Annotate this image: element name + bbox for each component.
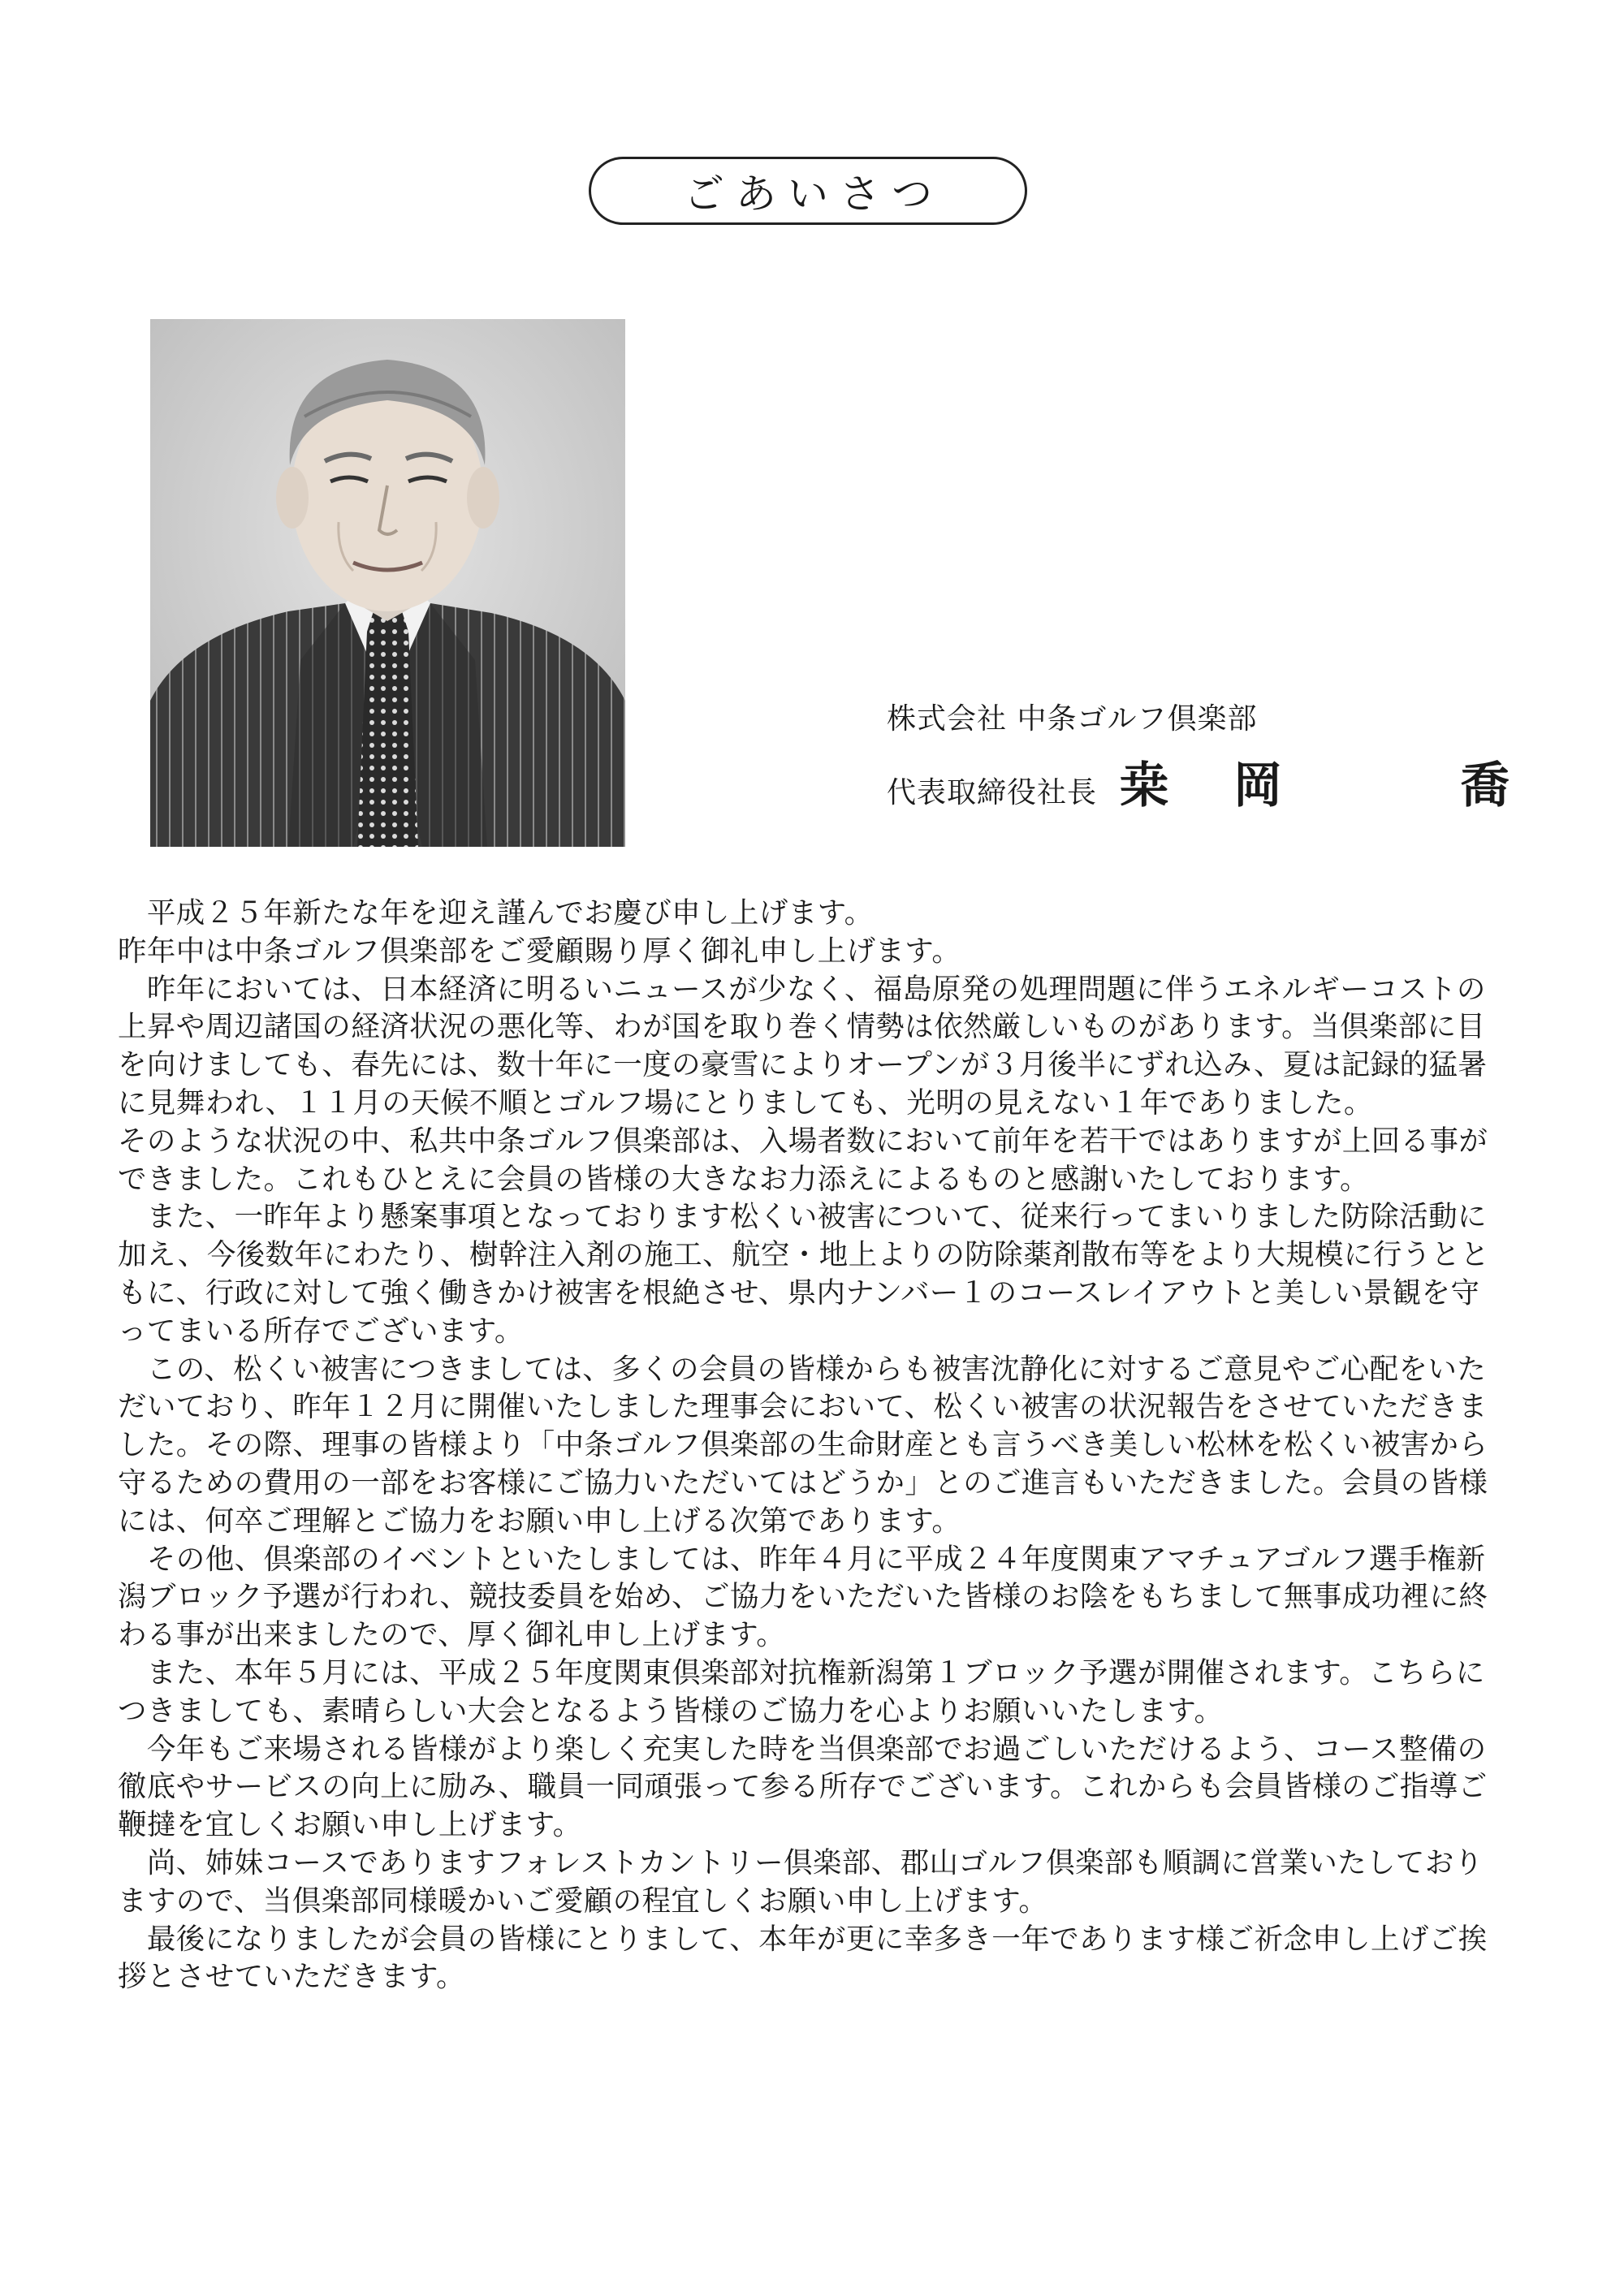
signer-name: 桒 岡 喬: [1120, 757, 1518, 814]
paragraph: 昨年においては、日本経済に明るいニュースが少なく、福島原発の処理問題に伴うエネルギーコストの上昇や周辺諸国の経済状況の悪化等、わが国を取り巻く情勢は依然厳しいものがあります。当倶楽部に目を向けましても、春先には、数十年に一度の豪雪によりオープンが３月後半にずれ込み、夏は記録的猛暑に見舞われ、１１月の天候不順とゴルフ場にとりましても、光明の見えない１年でありました。: [118, 972, 1488, 1120]
paragraph: 最後になりましたが会員の皆様にとりまして、本年が更に幸多き一年であります様ご祈念申し上げご挨拶とさせていただきます。: [118, 1922, 1488, 1994]
paragraph: 昨年中は中条ゴルフ倶楽部をご愛顧賜り厚く御礼申し上げます。: [118, 934, 961, 968]
paragraph: 尚、姉妹コースでありますフォレストカントリー倶楽部、郡山ゴルフ倶楽部も順調に営業いたしておりますので、当倶楽部同様暖かいご愛顧の程宜しくお願い申し上げます。: [118, 1845, 1484, 1918]
paragraph: また、一昨年より懸案事項となっております松くい被害について、従来行ってまいりました防除活動に加え、今後数年にわたり、樹幹注入剤の施工、航空・地上よりの防除薬剤散布等をより大規模に行うとともに、行政に対して強く働きかけ被害を根絶させ、県内ナンバー１のコースレイアウトと美しい景観を守ってまいる所存でございます。: [118, 1200, 1490, 1348]
signature-title-line: [887, 747, 1536, 817]
paragraph: 今年もご来場される皆様がより楽しく充実した時を当倶楽部でお過ごしいただけるよう、コース整備の徹底やサービスの向上に励み、職員一同頑張って参る所存でございます。これからも会員皆様のご指導ご鞭撻を宜しくお願い申し上げます。: [118, 1732, 1488, 1842]
paragraph: そのような状況の中、私共中条ゴルフ倶楽部は、入場者数において前年を若干ではありますが上回る事ができました。これもひとえに会員の皆様の大きなお力添えによるものと感謝いたしております。: [118, 1124, 1488, 1196]
paragraph: この、松くい被害につきましては、多くの会員の皆様からも被害沈静化に対するご意見やご心配をいただいており、昨年１２月に開催いたしました理事会において、松くい被害の状況報告をさせていただきました。その際、理事の皆様より「中条ゴルフ倶楽部の生命財産とも言うべき美しい松林を松くい被害から守るための費用の一部をお客様にご協力いただいてはどうか」とのご進言もいただきました。会員の皆様には、何卒ご理解とご協力をお願い申し上げる次第であります。: [118, 1352, 1488, 1538]
signature-block: [887, 698, 1536, 817]
portrait-photo: [150, 319, 625, 847]
paragraph: また、本年５月には、平成２５年度関東倶楽部対抗権新潟第１ブロック予選が開催されます。こちらにつきましても、素晴らしい大会となるよう皆様のご協力を心よりお願いいたします。: [118, 1655, 1485, 1728]
signer-role: 代表取締役社長: [887, 776, 1098, 809]
paragraph: その他、倶楽部のイベントといたしましては、昨年４月に平成２４年度関東アマチュアゴルフ選手権新潟ブロック予選が行われ、競技委員を始め、ご協力をいただいた皆様のお陰をもちまして無事成功裡に終わる事が出来ましたので、厚く御礼申し上げます。: [118, 1542, 1488, 1652]
page-title: ごあいさつ: [684, 170, 944, 218]
title-box: [589, 157, 1027, 225]
company-name: 株式会社 中条ゴルフ倶楽部: [887, 702, 1258, 736]
paragraph: 平成２５年新たな年を迎え謹んでお慶び申し上げます。: [118, 896, 874, 930]
greeting-body: [118, 895, 1506, 1996]
